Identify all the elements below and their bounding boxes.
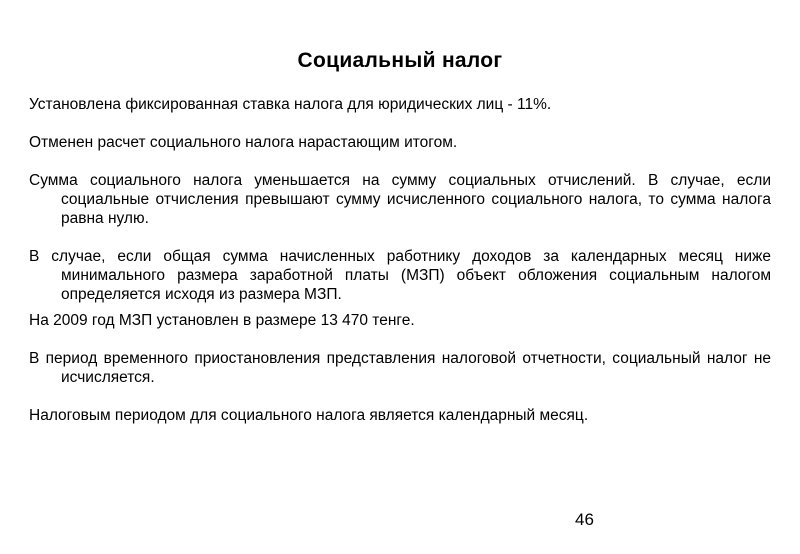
paragraph-social-deductions: Сумма социального налога уменьшается на сумму социальных отчислений. В случае, если социальные отчисления превышают сумму исчисленного социального налога, то сумма налога равна нулю. bbox=[29, 172, 771, 227]
page-number: 46 bbox=[575, 510, 594, 529]
paragraph-suspension: В период временного приостановления представления налоговой отчетности, социальный налог не исчисляется. bbox=[29, 350, 771, 386]
paragraph-tax-period: Налоговым периодом для социального налога является календарный месяц. bbox=[29, 407, 589, 424]
paragraph-minimum-wage-rule: В случае, если общая сумма начисленных работнику доходов за календарных месяц ниже минимального размера заработной платы (МЗП) объект обложения социальным налогом определяется исходя из размера МЗП. bbox=[29, 248, 771, 303]
slide-title: Социальный налог bbox=[297, 49, 503, 72]
paragraph-minimum-wage-2009: На 2009 год МЗП установлен в размере 13 470 тенге. bbox=[29, 312, 415, 329]
slide-body bbox=[29, 95, 771, 425]
paragraph-tax-rate: Установлена фиксированная ставка налога для юридических лиц - 11%. bbox=[29, 96, 552, 113]
paragraph-cumulative-calc: Отменен расчет социального налога нарастающим итогом. bbox=[29, 134, 458, 151]
